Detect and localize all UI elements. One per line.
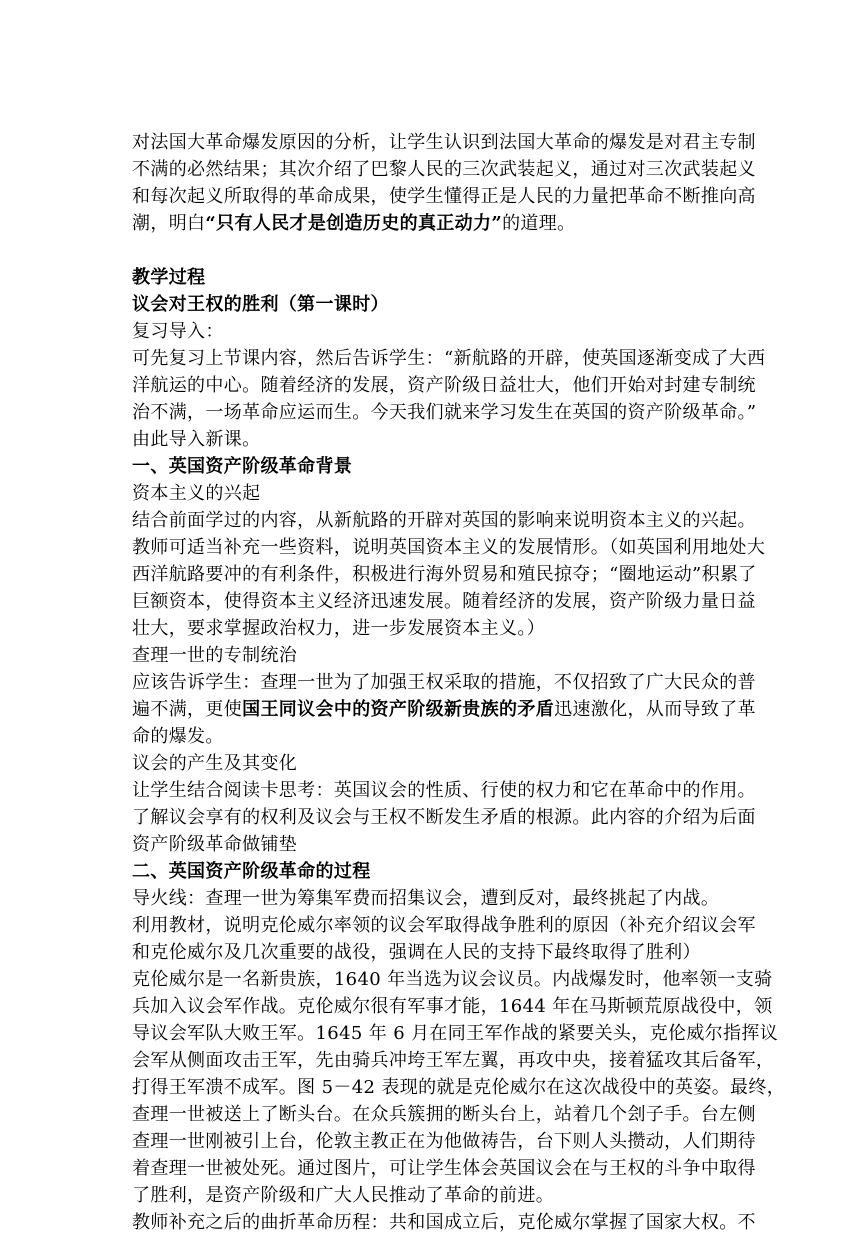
text-line: 可先复习上节课内容，然后告诉学生：“新航路的开辟，使英国逐渐变成了大西 — [132, 348, 766, 369]
subtopic-label: 议会的产生及其变化 — [132, 753, 298, 774]
intro-paragraph — [132, 129, 772, 237]
text-line — [132, 696, 772, 723]
text-line: 结合前面学过的内容，从新航路的开辟对英国的影响来说明资本主义的兴起。 — [132, 510, 756, 531]
subtopic-label: 资本主义的兴起 — [132, 483, 261, 504]
text-line: 洋航运的中心。随着经济的发展，资产阶级日益壮大，他们开始对封建专制统 — [132, 375, 756, 396]
text-line: 查理一世被送上了断头台。在众兵簇拥的断头台上，站着几个刽子手。台左侧 — [132, 1104, 756, 1125]
part2-body — [132, 885, 786, 1236]
lesson-title: 议会对王权的胜利（第一课时） — [132, 294, 389, 315]
text-line: 了胜利，是资产阶级和广大人民推动了革命的前进。 — [132, 1185, 555, 1206]
text-line: 着查理一世被处死。通过图片，可让学生体会英国议会在与王权的斗争中取得 — [132, 1158, 756, 1179]
text-line: 利用教材，说明克伦威尔率领的议会军取得战争胜利的原因（补充介绍议会军 — [132, 915, 756, 936]
text-line: 命的爆发。 — [132, 726, 224, 747]
text-line: 教师补充之后的曲折革命历程：共和国成立后，克伦威尔掌握了国家大权。不 — [132, 1212, 756, 1233]
text-line: 教师可适当补充一些资料，说明英国资本主义的发展情形。（如英国利用地处大 — [132, 537, 766, 558]
part1-heading: 一、英国资产阶级革命背景 — [132, 456, 353, 477]
document-page — [132, 129, 786, 1236]
text-line: 导议会军队大败王军。1645 年 6 月在同王军作战的紧要关头，克伦威尔指挥议 — [132, 1023, 779, 1044]
text-line: 克伦威尔是一名新贵族，1640 年当选为议会议员。内战爆发时，他率领一支骑 — [132, 969, 773, 990]
text-line: 西洋航路要冲的有利条件，积极进行海外贸易和殖民掠夺；“圈地运动”积累了 — [132, 564, 757, 585]
text-line: 资产阶级革命做铺垫 — [132, 834, 298, 855]
emphasis-text: 国王同议会中的资产阶级新贵族的矛盾 — [242, 699, 555, 720]
text-line: 应该告诉学生：查理一世为了加强王权采取的措施，不仅招致了广大民众的普 — [132, 672, 756, 693]
text-line: 和克伦威尔及几次重要的战役，强调在人民的支持下最终取得了胜利） — [132, 942, 701, 963]
emphasis-quote: “只有人民才是创造历史的真正动力” — [205, 213, 503, 234]
text-span: 的道理。 — [502, 213, 576, 234]
text-line: 打得王军溃不成军。图 5－42 表现的就是克伦威尔在这次战役中的英姿。最终， — [132, 1077, 786, 1098]
blank-line — [132, 237, 772, 264]
subtopic-label: 查理一世的专制统治 — [132, 645, 298, 666]
text-span: 潮，明白 — [132, 213, 206, 234]
text-line: 让学生结合阅读卡思考：英国议会的性质、行使的权力和它在革命中的作用。 — [132, 780, 756, 801]
text-span: 遍不满，更使 — [132, 699, 243, 720]
text-line: 壮大，要求掌握政治权力，进一步发展资本主义。） — [132, 618, 546, 639]
text-line — [132, 210, 772, 237]
text-line: 了解议会享有的权利及议会与王权不断发生矛盾的根源。此内容的介绍为后面 — [132, 807, 756, 828]
review-paragraph — [132, 345, 772, 453]
text-line: 对法国大革命爆发原因的分析，让学生认识到法国大革命的爆发是对君主专制 — [132, 132, 756, 153]
subtopic-paragraph — [132, 669, 772, 750]
text-line: 治不满，一场革命应运而生。今天我们就来学习发生在英国的资产阶级革命。” — [132, 402, 757, 423]
text-line: 不满的必然结果；其次介绍了巴黎人民的三次武装起义，通过对三次武装起义 — [132, 159, 756, 180]
text-span: 迅速激化，从而导致了革 — [554, 699, 756, 720]
section-heading: 教学过程 — [132, 267, 206, 288]
text-line: 导火线：查理一世为筹集军费而招集议会，遭到反对，最终挑起了内战。 — [132, 888, 720, 909]
text-line: 查理一世刚被引上台，伦敦主教正在为他做祷告，台下则人头攒动，人们期待 — [132, 1131, 756, 1152]
review-label: 复习导入： — [132, 321, 224, 342]
subtopic-paragraph — [132, 507, 772, 642]
text-line: 巨额资本，使得资本主义经济迅速发展。随着经济的发展，资产阶级力量日益 — [132, 591, 756, 612]
text-line: 会军从侧面攻击王军，先由骑兵冲垮王军左翼，再攻中央，接着猛攻其后备军， — [132, 1050, 775, 1071]
text-line: 兵加入议会军作战。克伦威尔很有军事才能，1644 年在马斯顿荒原战役中，领 — [132, 996, 773, 1017]
text-line: 由此导入新课。 — [132, 429, 261, 450]
text-line: 和每次起义所取得的革命成果，使学生懂得正是人民的力量把革命不断推向高 — [132, 186, 756, 207]
subtopic-paragraph — [132, 777, 772, 858]
part2-heading: 二、英国资产阶级革命的过程 — [132, 861, 371, 882]
